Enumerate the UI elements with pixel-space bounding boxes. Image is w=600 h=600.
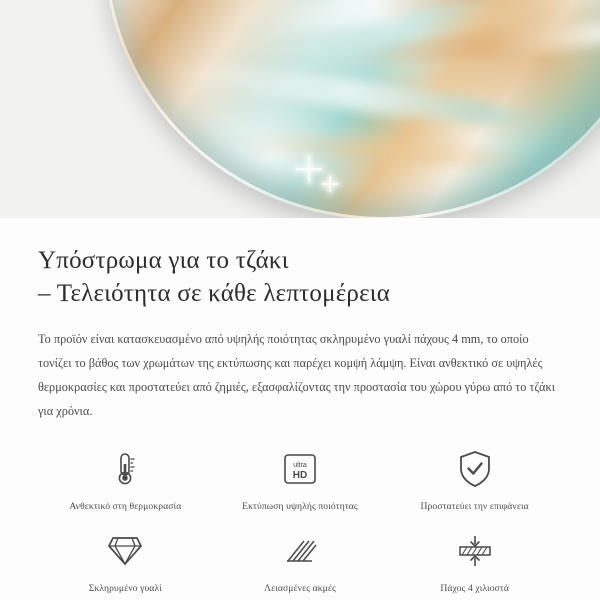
svg-text:ultra: ultra bbox=[293, 461, 307, 469]
feature-item bbox=[38, 446, 213, 512]
title-line-1: Υπόστρωμα για το τζάκι bbox=[38, 247, 289, 274]
feature-item bbox=[387, 528, 562, 594]
description-paragraph: Το προϊόν είναι κατασκευασμένο από υψηλής ποιότητας σκληρυμένο γυαλί πάχους 4 mm, το οποίο τονίζει το βάθος των χρωμάτων της εκτύπωσης και παρέχει κομψή λάμψη. Είναι ανθεκτικό σε υψηλές θερμοκρασίες και προστατεύει από ζημιές, εξασφαλίζοντας την προστασία του χώρου γύρω από το τζάκι για χρόνια. bbox=[38, 332, 556, 418]
feature-label: Πάχος 4 χιλιοστά bbox=[440, 582, 509, 594]
feature-label: Σκληρυμένο γυαλί bbox=[88, 582, 162, 594]
title-line-2: – Τελειότητα σε κάθε λεπτομέρεια bbox=[38, 280, 391, 307]
text-block bbox=[0, 218, 600, 424]
shield-check-icon bbox=[458, 446, 492, 492]
feature-label: Λειασμένες ακμές bbox=[264, 582, 336, 594]
feature-item bbox=[213, 446, 388, 512]
feature-grid bbox=[38, 446, 562, 594]
marble-plate-photo bbox=[104, 0, 600, 218]
feature-label: Προστατεύει την επιφάνεια bbox=[420, 500, 529, 512]
feature-label: Ανθεκτικό στη θερμοκρασία bbox=[69, 500, 182, 512]
diamond-icon bbox=[106, 528, 144, 574]
svg-text:HD: HD bbox=[292, 469, 308, 481]
hero-image bbox=[0, 0, 600, 218]
sparkle-icon bbox=[296, 156, 322, 182]
thickness-icon bbox=[455, 528, 495, 574]
feature-item bbox=[213, 528, 388, 594]
polished-edges-icon bbox=[282, 528, 318, 574]
feature-label: Εκτύπωση υψηλής ποιότητας bbox=[242, 500, 358, 512]
plate-edge bbox=[104, 0, 600, 218]
feature-item bbox=[38, 528, 213, 594]
sparkle-icon bbox=[322, 176, 338, 192]
thermometer-icon bbox=[110, 446, 140, 492]
feature-item bbox=[387, 446, 562, 512]
page-title bbox=[38, 244, 562, 310]
ultra-hd-icon bbox=[281, 446, 319, 492]
